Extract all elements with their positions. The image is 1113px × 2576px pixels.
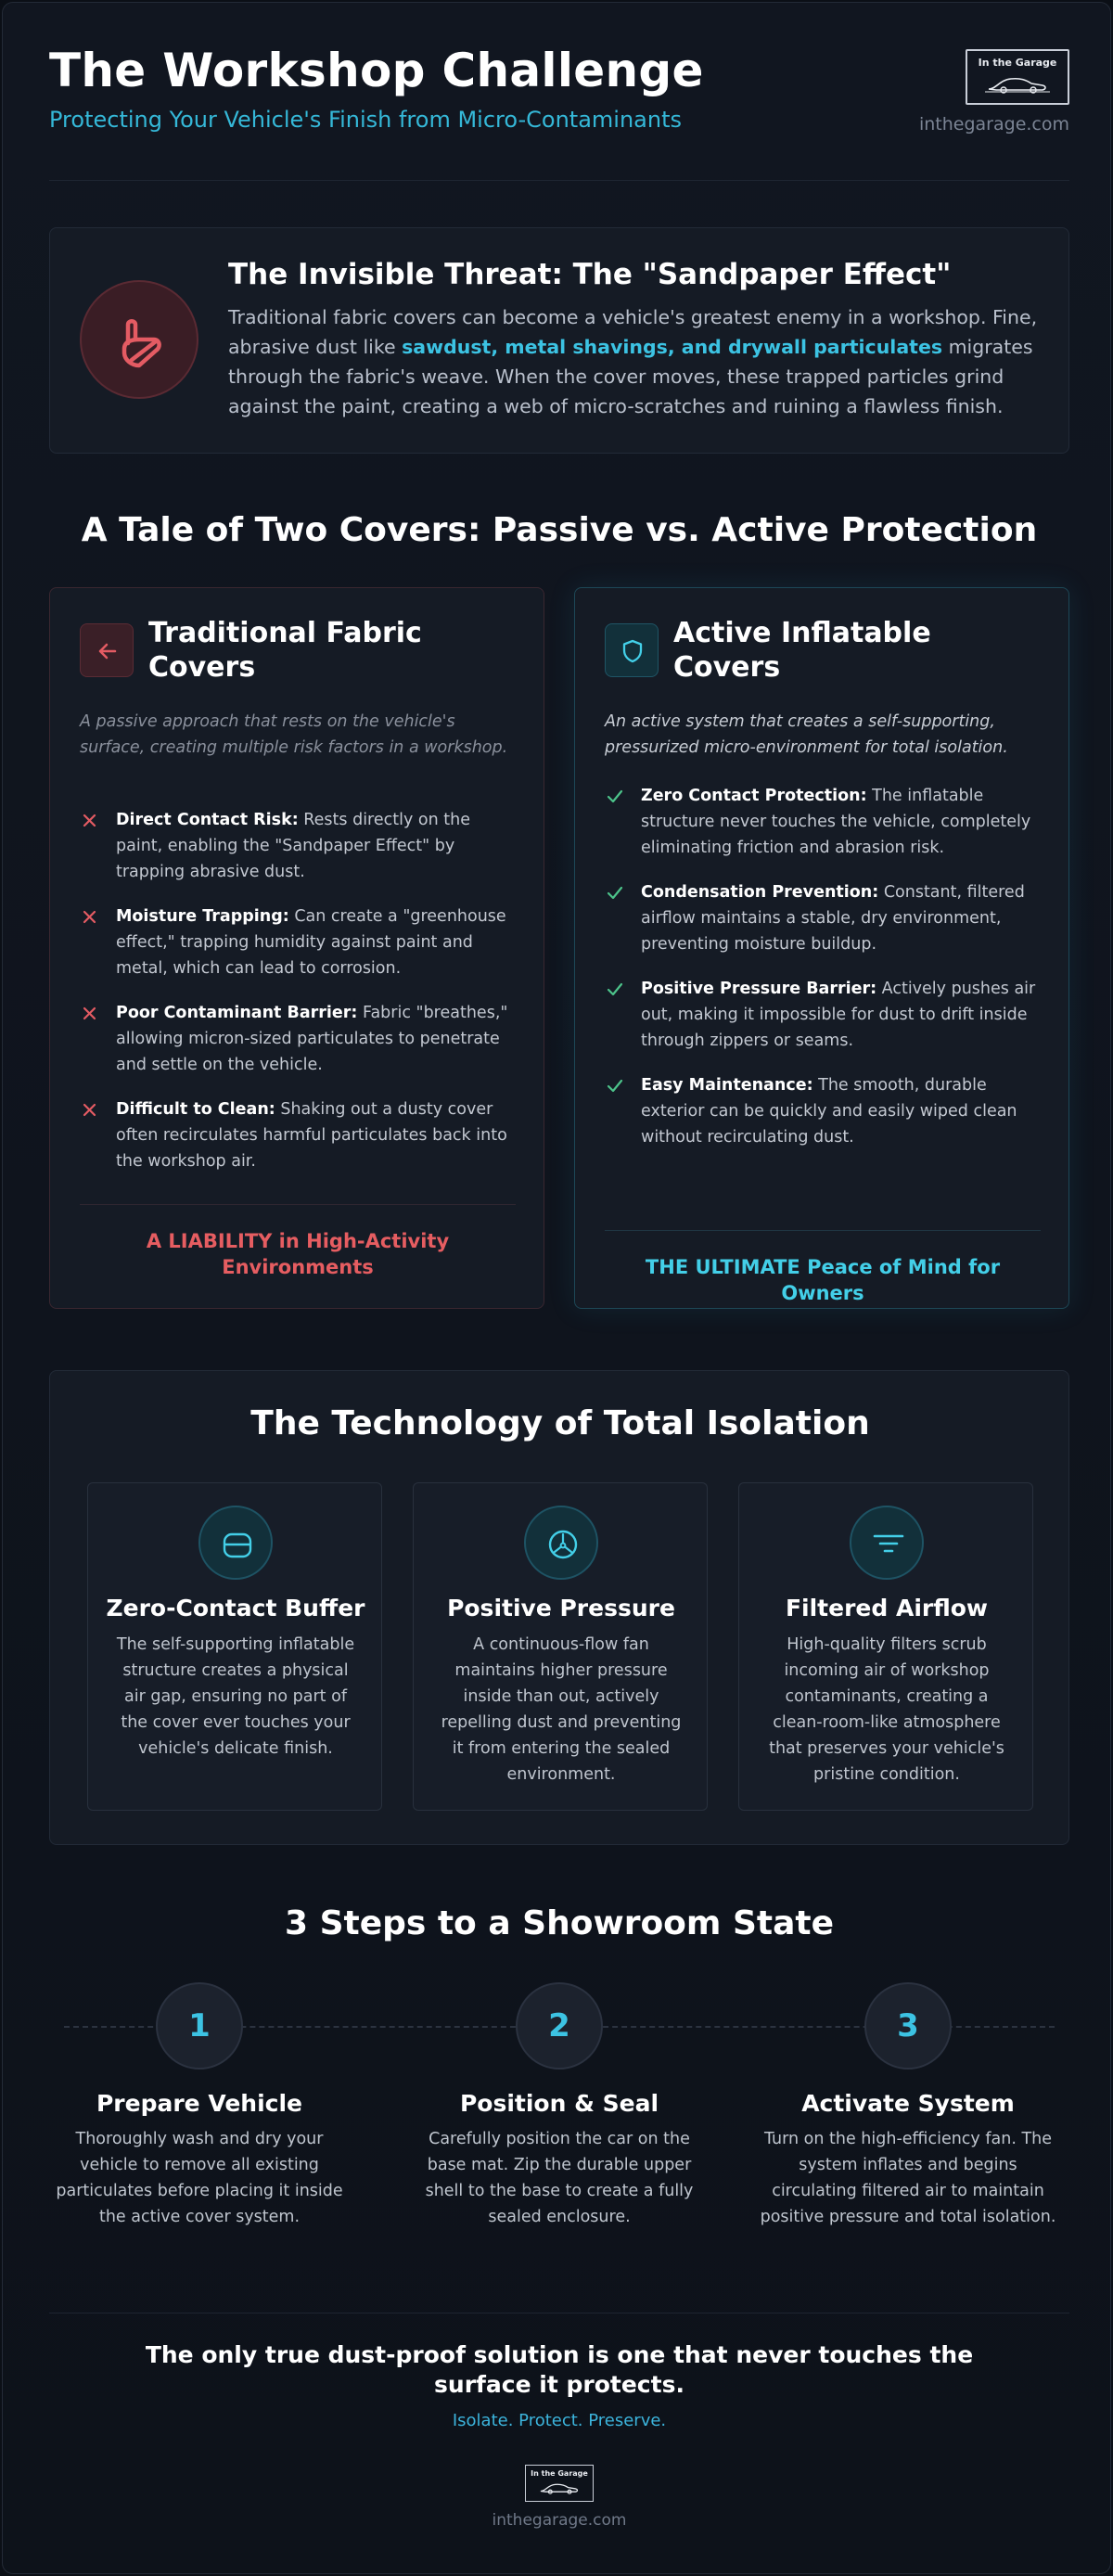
benefit-label: Positive Pressure Barrier: bbox=[641, 980, 877, 998]
step-title: Activate System bbox=[801, 2090, 1015, 2117]
footer-logo-text: In the Garage bbox=[531, 2469, 588, 2478]
threat-highlight: sawdust, metal shavings, and drywall particulates bbox=[402, 336, 943, 358]
site-url[interactable]: inthegarage.com bbox=[918, 114, 1069, 135]
page-frame bbox=[2, 2, 1111, 2574]
tech-card-zero-contact bbox=[87, 1482, 382, 1811]
threat-heading: The Invisible Threat: The "Sandpaper Effect" bbox=[228, 258, 952, 291]
traditional-icon-box bbox=[80, 623, 134, 677]
step-text: Turn on the high-efficiency fan. The system inflates and begins circulating filtered air to maintain positive pressure and total isolation. bbox=[760, 2130, 1056, 2226]
tech-icon-circle bbox=[198, 1506, 273, 1580]
risk-text: Shaking out a dusty cover often recirculates harmful particulates back into the workshop air. bbox=[116, 1100, 507, 1171]
warning-icon-circle bbox=[80, 280, 198, 399]
step-text: Thoroughly wash and dry your vehicle to remove all existing particulates before placing it inside the active cover system. bbox=[56, 2130, 343, 2226]
traditional-verdict: A LIABILITY in High-Activity Environments bbox=[146, 1230, 450, 1278]
benefit-label: Zero Contact Protection: bbox=[641, 787, 867, 805]
traditional-title: Traditional Fabric Covers bbox=[148, 617, 422, 684]
threat-card bbox=[49, 227, 1069, 454]
tech-icon-circle bbox=[850, 1506, 924, 1580]
active-title: Active Inflatable Covers bbox=[673, 617, 931, 684]
threat-text-start: Traditional fabric covers can become a vehicle's greatest enemy in a workshop. Fine, abrasive dust like bbox=[228, 306, 1038, 358]
tech-icon-circle bbox=[524, 1506, 598, 1580]
benefit-item bbox=[605, 1072, 1041, 1169]
risk-item bbox=[80, 807, 516, 904]
check-mark-icon bbox=[605, 882, 625, 903]
risk-label: Difficult to Clean: bbox=[116, 1100, 275, 1119]
threat-text bbox=[228, 302, 1044, 421]
closing-quote: The only true dust-proof solution is one that never touches the surface it protects. bbox=[145, 2341, 974, 2398]
traditional-risk-list bbox=[80, 807, 516, 1193]
active-verdict: THE ULTIMATE Peace of Mind for Owners bbox=[645, 1256, 1001, 1304]
x-mark-icon bbox=[80, 810, 100, 830]
filter-icon bbox=[870, 1526, 907, 1563]
step-title: Prepare Vehicle bbox=[96, 2090, 302, 2117]
threat-text-end: migrates through the fabric's weave. When the cover moves, these trapped particles grind against the paint, creating a web of micro-scratches and ruining a flawless finish. bbox=[228, 336, 1033, 417]
hand-hazard-icon bbox=[111, 312, 171, 371]
car-logo-icon bbox=[537, 2479, 582, 2495]
step-number: 1 bbox=[156, 1982, 243, 2070]
page-title: The Workshop Challenge bbox=[49, 44, 704, 97]
benefit-item bbox=[605, 783, 1041, 879]
header-divider bbox=[49, 180, 1069, 181]
check-mark-icon bbox=[605, 1075, 625, 1096]
risk-label: Direct Contact Risk: bbox=[116, 811, 299, 829]
fan-icon bbox=[544, 1526, 582, 1563]
tech-card-title: Positive Pressure bbox=[447, 1595, 675, 1621]
footer-site-url[interactable]: inthegarage.com bbox=[492, 2511, 627, 2530]
risk-label: Moisture Trapping: bbox=[116, 907, 289, 926]
shield-icon bbox=[620, 638, 646, 664]
risk-label: Poor Contaminant Barrier: bbox=[116, 1004, 358, 1022]
tech-card-title: Zero-Contact Buffer bbox=[106, 1595, 365, 1621]
benefit-item bbox=[605, 879, 1041, 976]
check-mark-icon bbox=[605, 786, 625, 806]
step-prepare-vehicle bbox=[42, 1982, 357, 2230]
tech-card-title: Filtered Airflow bbox=[785, 1595, 989, 1621]
footer-logo[interactable] bbox=[525, 2465, 594, 2502]
active-benefit-list bbox=[605, 783, 1041, 1169]
arrow-left-icon bbox=[95, 638, 121, 664]
traditional-cover-card bbox=[49, 587, 544, 1309]
x-mark-icon bbox=[80, 906, 100, 927]
active-icon-box bbox=[605, 623, 659, 677]
active-footer-divider bbox=[605, 1230, 1041, 1231]
step-number: 3 bbox=[864, 1982, 952, 2070]
logo-text: In the Garage bbox=[978, 57, 1057, 69]
page-header bbox=[49, 44, 1069, 146]
risk-text: Can create a "greenhouse effect," trapping humidity against paint and metal, which can lead to corrosion. bbox=[116, 907, 506, 978]
tech-card-text: High-quality filters scrub incoming air of workshop contaminants, creating a clean-room-like atmosphere that preserves your vehicle's pristine condition. bbox=[769, 1635, 1004, 1784]
technology-panel bbox=[49, 1370, 1069, 1845]
risk-text: Fabric "breathes," allowing micron-sized particulates to penetrate and settle on the vehicle. bbox=[116, 1004, 508, 1074]
compare-title: A Tale of Two Covers: Passive vs. Active Protection bbox=[81, 511, 1038, 549]
benefit-text: The inflatable structure never touches the vehicle, completely eliminating friction and abrasion risk. bbox=[641, 787, 1031, 857]
traditional-desc: A passive approach that rests on the vehicle's surface, creating multiple risk factors in a workshop. bbox=[80, 712, 508, 757]
benefit-item bbox=[605, 976, 1041, 1072]
step-activate-system bbox=[750, 1982, 1066, 2230]
active-desc: An active system that creates a self-supporting, pressurized micro-environment for total isolation. bbox=[605, 712, 1008, 757]
x-mark-icon bbox=[80, 1099, 100, 1120]
active-cover-card bbox=[574, 587, 1069, 1309]
step-text: Carefully position the car on the base mat. Zip the durable upper shell to the base to create a fully sealed enclosure. bbox=[425, 2130, 694, 2226]
risk-text: Rests directly on the paint, enabling the "Sandpaper Effect" by trapping abrasive dust. bbox=[116, 811, 470, 881]
car-front-icon bbox=[219, 1526, 256, 1563]
benefit-text: Constant, filtered airflow maintains a stable, dry environment, preventing moisture buildup. bbox=[641, 883, 1025, 954]
risk-item bbox=[80, 1000, 516, 1096]
benefit-label: Condensation Prevention: bbox=[641, 883, 879, 902]
tech-card-positive-pressure bbox=[413, 1482, 708, 1811]
check-mark-icon bbox=[605, 979, 625, 999]
brand-logo[interactable] bbox=[966, 49, 1069, 105]
car-logo-icon bbox=[983, 70, 1052, 95]
tech-card-text: The self-supporting inflatable structure creates a physical air gap, ensuring no part of the cover ever touches your vehicle's delicate finish. bbox=[116, 1635, 355, 1758]
risk-item bbox=[80, 1096, 516, 1193]
tech-card-text: A continuous-flow fan maintains higher pressure inside than out, actively repelling dust and preventing it from entering the sealed environment. bbox=[441, 1635, 682, 1784]
steps-title: 3 Steps to a Showroom State bbox=[284, 1904, 835, 1942]
risk-item bbox=[80, 904, 516, 1000]
benefit-text: Actively pushes air out, making it impossible for dust to drift inside through zippers or seams. bbox=[641, 980, 1036, 1050]
step-number: 2 bbox=[516, 1982, 603, 2070]
page-subtitle: Protecting Your Vehicle's Finish from Micro-Contaminants bbox=[49, 107, 683, 133]
tagline: Isolate. Protect. Preserve. bbox=[452, 2411, 667, 2430]
step-position-seal bbox=[402, 1982, 717, 2230]
technology-title: The Technology of Total Isolation bbox=[250, 1404, 870, 1442]
benefit-text: The smooth, durable exterior can be quickly and easily wiped clean without recirculating dust. bbox=[641, 1076, 1017, 1147]
traditional-footer-divider bbox=[80, 1204, 516, 1205]
x-mark-icon bbox=[80, 1003, 100, 1023]
tech-card-filtered-airflow bbox=[738, 1482, 1033, 1811]
benefit-label: Easy Maintenance: bbox=[641, 1076, 813, 1095]
step-title: Position & Seal bbox=[459, 2090, 659, 2117]
